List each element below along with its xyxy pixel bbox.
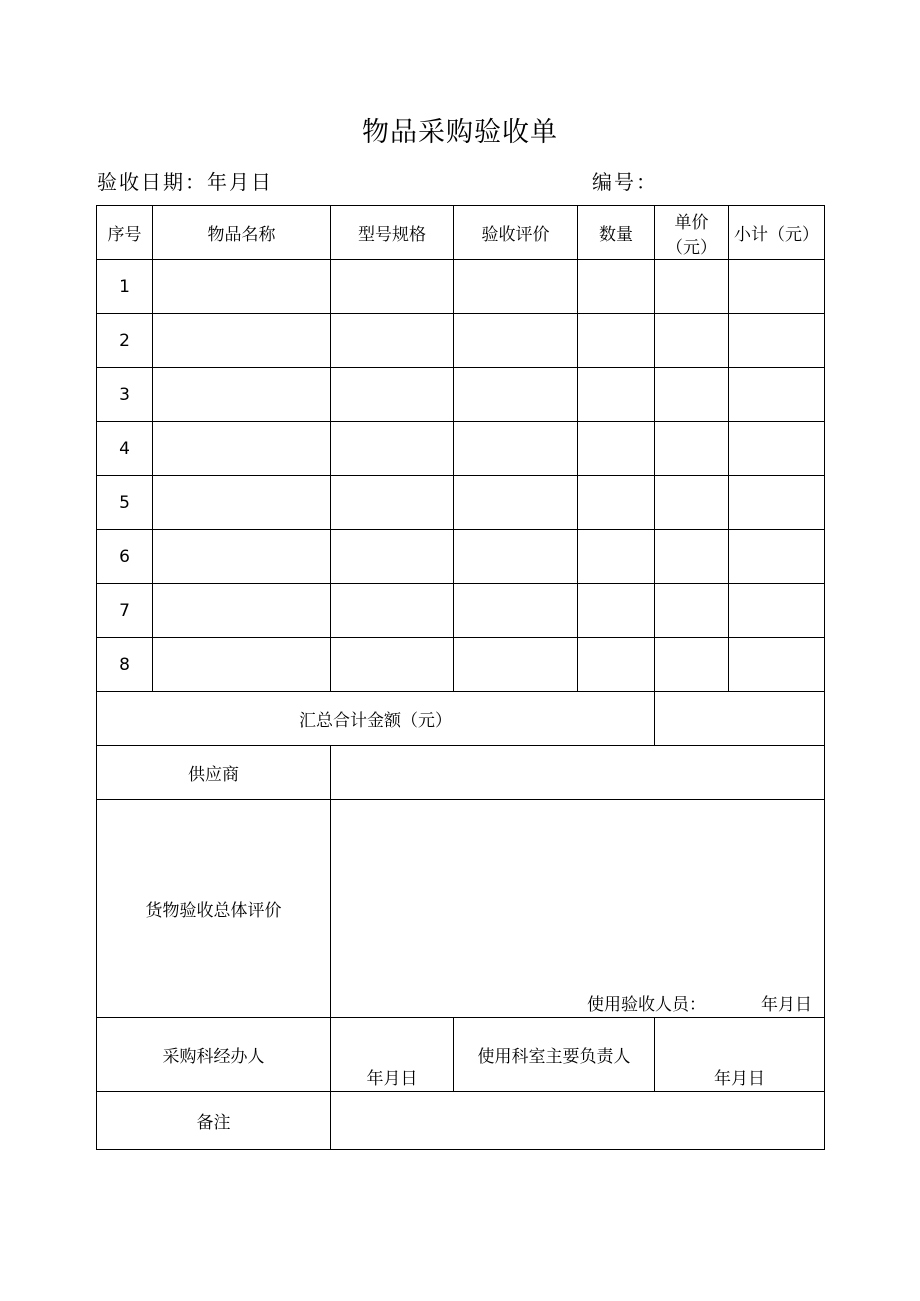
dept-head-date: 年月日 <box>714 1069 765 1089</box>
cell-name[interactable] <box>153 476 331 530</box>
cell-model[interactable] <box>331 260 454 314</box>
cell-name[interactable] <box>153 638 331 692</box>
header-row <box>97 206 825 260</box>
cell-quantity[interactable] <box>578 260 655 314</box>
cell-name[interactable] <box>153 314 331 368</box>
cell-model[interactable] <box>331 368 454 422</box>
cell-model[interactable] <box>331 476 454 530</box>
cell-name[interactable] <box>153 422 331 476</box>
purchaser-label: 采购科经办人 <box>97 1018 331 1092</box>
cell-evaluation[interactable] <box>454 584 578 638</box>
supplier-value-cell[interactable] <box>331 746 825 800</box>
supplier-row <box>97 746 825 800</box>
cell-unit-price[interactable] <box>655 260 729 314</box>
cell-evaluation[interactable] <box>454 476 578 530</box>
cell-evaluation[interactable] <box>454 638 578 692</box>
row-seq: 2 <box>97 314 153 368</box>
purchaser-date: 年月日 <box>366 1069 418 1089</box>
cell-evaluation[interactable] <box>454 422 578 476</box>
cell-model[interactable] <box>331 314 454 368</box>
col-header-seq: 序号 <box>97 206 153 260</box>
acceptance-date-label: 验收日期： <box>97 170 207 194</box>
total-amount-cell[interactable] <box>655 692 825 746</box>
table-row <box>97 638 825 692</box>
signoff-row <box>97 1018 825 1092</box>
cell-subtotal[interactable] <box>729 260 825 314</box>
unit-price-line1: 单价 <box>674 212 709 233</box>
cell-model[interactable] <box>331 530 454 584</box>
supplier-label: 供应商 <box>97 746 331 800</box>
cell-quantity[interactable] <box>578 476 655 530</box>
overall-eval-label: 货物验收总体评价 <box>97 800 331 1018</box>
row-seq: 7 <box>97 584 153 638</box>
cell-subtotal[interactable] <box>729 476 825 530</box>
cell-subtotal[interactable] <box>729 584 825 638</box>
form-number-label: 编号： <box>592 170 658 194</box>
cell-name[interactable] <box>153 584 331 638</box>
remarks-value-cell[interactable] <box>331 1092 825 1150</box>
table-row <box>97 260 825 314</box>
cell-evaluation[interactable] <box>454 530 578 584</box>
table-row <box>97 368 825 422</box>
row-seq: 5 <box>97 476 153 530</box>
cell-unit-price[interactable] <box>655 638 729 692</box>
overall-eval-cell[interactable] <box>331 800 825 1018</box>
cell-unit-price[interactable] <box>655 476 729 530</box>
cell-evaluation[interactable] <box>454 314 578 368</box>
overall-eval-row <box>97 800 825 1018</box>
col-header-name: 物品名称 <box>153 206 331 260</box>
purchaser-sign-cell[interactable] <box>331 1018 454 1092</box>
row-seq: 3 <box>97 368 153 422</box>
cell-quantity[interactable] <box>578 530 655 584</box>
total-label: 汇总合计金额（元） <box>97 692 655 746</box>
col-header-quantity: 数量 <box>578 206 655 260</box>
table-row <box>97 476 825 530</box>
cell-model[interactable] <box>331 584 454 638</box>
row-seq: 8 <box>97 638 153 692</box>
cell-unit-price[interactable] <box>655 530 729 584</box>
col-header-model: 型号规格 <box>331 206 454 260</box>
remarks-row <box>97 1092 825 1150</box>
acceptance-table <box>96 205 825 1150</box>
cell-quantity[interactable] <box>578 584 655 638</box>
cell-quantity[interactable] <box>578 638 655 692</box>
col-header-unit-price <box>655 206 729 260</box>
cell-unit-price[interactable] <box>655 314 729 368</box>
table-row <box>97 314 825 368</box>
form-number <box>592 166 658 195</box>
acceptance-date <box>97 166 273 195</box>
dept-head-sign-cell[interactable] <box>655 1018 825 1092</box>
row-seq: 6 <box>97 530 153 584</box>
table-row <box>97 530 825 584</box>
cell-evaluation[interactable] <box>454 260 578 314</box>
table-row <box>97 422 825 476</box>
cell-quantity[interactable] <box>578 422 655 476</box>
remarks-label: 备注 <box>97 1092 331 1150</box>
row-seq: 4 <box>97 422 153 476</box>
cell-quantity[interactable] <box>578 368 655 422</box>
cell-subtotal[interactable] <box>729 638 825 692</box>
cell-name[interactable] <box>153 530 331 584</box>
page-title: 物品采购验收单 <box>362 117 558 148</box>
cell-subtotal[interactable] <box>729 314 825 368</box>
cell-subtotal[interactable] <box>729 530 825 584</box>
cell-model[interactable] <box>331 422 454 476</box>
inspector-label: 使用验收人员： <box>587 995 706 1015</box>
cell-name[interactable] <box>153 260 331 314</box>
total-row <box>97 692 825 746</box>
inspector-date[interactable]: 年月日 <box>761 995 812 1015</box>
cell-name[interactable] <box>153 368 331 422</box>
cell-subtotal[interactable] <box>729 422 825 476</box>
acceptance-date-value[interactable]: 年月日 <box>207 170 273 194</box>
dept-head-label: 使用科室主要负责人 <box>454 1018 655 1092</box>
col-header-evaluation: 验收评价 <box>454 206 578 260</box>
cell-unit-price[interactable] <box>655 368 729 422</box>
cell-unit-price[interactable] <box>655 584 729 638</box>
col-header-subtotal: 小计（元） <box>729 206 825 260</box>
table-row <box>97 584 825 638</box>
unit-price-line2: （元） <box>666 237 717 258</box>
cell-evaluation[interactable] <box>454 368 578 422</box>
row-seq: 1 <box>97 260 153 314</box>
cell-subtotal[interactable] <box>729 368 825 422</box>
cell-model[interactable] <box>331 638 454 692</box>
cell-unit-price[interactable] <box>655 422 729 476</box>
cell-quantity[interactable] <box>578 314 655 368</box>
